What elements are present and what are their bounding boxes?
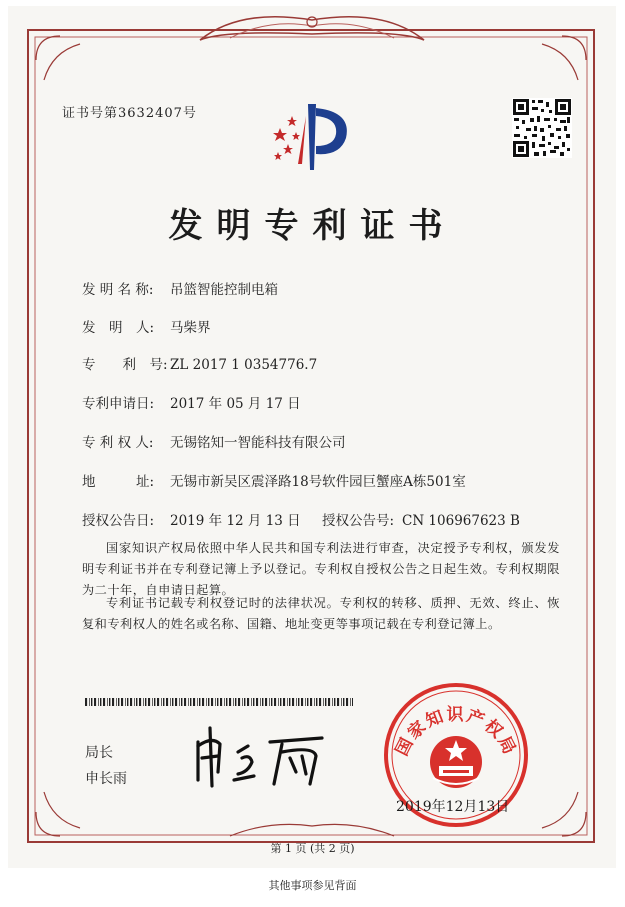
qr-code — [512, 98, 572, 158]
field-label: 发 明 人: — [82, 320, 155, 336]
field-value: 吊篮智能控制电箱 — [170, 282, 278, 298]
field-label: 专利申请日: — [82, 396, 155, 412]
field-value: ZL 2017 1 0354776.7 — [170, 357, 318, 373]
field-grant-no — [322, 509, 520, 529]
barcode — [85, 698, 353, 706]
certificate-title: 发明专利证书 — [168, 206, 457, 246]
field-label: 专 利 号: — [82, 357, 168, 373]
field-label: 发 明 名 称: — [82, 282, 154, 298]
field-value: 2017 年 05 月 17 日 — [170, 396, 301, 412]
field-inventor — [82, 316, 211, 336]
field-label: 授权公告日: — [82, 513, 155, 529]
field-label: 地 址: — [82, 474, 155, 490]
patent-office-logo — [266, 98, 356, 176]
body-paragraph-2: 专利证书记载专利权登记时的法律状况。专利权的转移、质押、无效、终止、恢复和专利权人的姓名或名称、国籍、地址变更等事项记载在专利登记簿上。 — [82, 596, 560, 631]
field-label: 专 利 权 人: — [82, 435, 154, 451]
seal-date: 2019年12月13日 — [396, 799, 510, 815]
field-value: 无锡铭知一智能科技有限公司 — [170, 435, 346, 451]
page-number: 第 1 页 (共 2 页) — [270, 842, 355, 855]
footer-note: 其他事项参见背面 — [268, 879, 357, 892]
field-value: CN 106967623 B — [402, 513, 520, 529]
certificate-number: 证书号第3632407号 — [62, 106, 197, 121]
field-value: 2019 年 12 月 13 日 — [170, 513, 301, 529]
director-title: 局长 — [85, 745, 113, 761]
field-value: 马柴界 — [170, 320, 211, 336]
director-name: 申长雨 — [85, 771, 127, 787]
field-filing-date — [82, 392, 301, 412]
field-invention-name — [82, 278, 278, 298]
field-value: 无锡市新吴区震泽路18号软件园巨蟹座A栋501室 — [170, 474, 466, 490]
field-address — [82, 470, 466, 490]
field-patent-no — [82, 353, 317, 373]
body-paragraph-1: 国家知识产权局依照中华人民共和国专利法进行审查，决定授予专利权，颁发发明专利证书并在专利登记簿上予以登记。专利权自授权公告之日起生效。专利权期限为二十年，自申请日起算。 — [82, 541, 560, 597]
field-label: 授权公告号: — [322, 513, 395, 529]
seal-text: 国家知识产权局 — [392, 705, 520, 760]
field-grant-date — [82, 509, 301, 529]
handwritten-signature — [190, 722, 330, 792]
field-patentee — [82, 431, 346, 451]
